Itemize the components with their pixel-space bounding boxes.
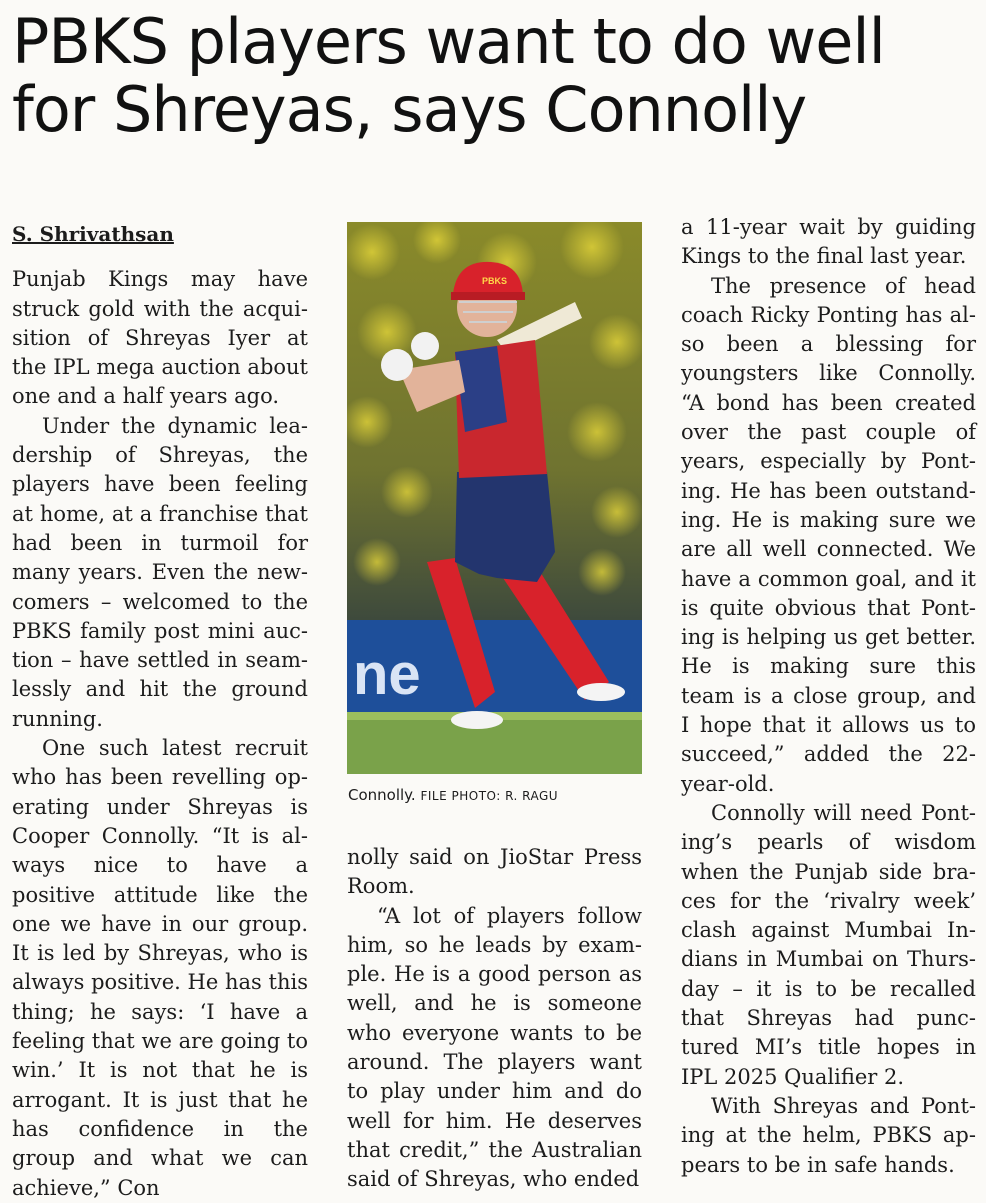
article-column-3 [681,213,976,1180]
photo-credit: FILE PHOTO: R. RAGU [420,789,559,803]
byline[interactable]: S. Shrivathsan [12,222,174,246]
article-column-1 [12,220,308,1203]
paragraph: Under the dynamic leadership of Shreyas, the players have been feeling at home, at a franchise that had been in turmoil for many years. Even the newcomers – welcomed to the PBKS family post mini auction – have settled in seamlessly and hit the ground running. [12,413,308,731]
helmet-logo: PBKS [482,276,508,286]
billboard-text: ne [353,642,421,707]
paragraph: The presence of head coach Ricky Ponting has also been a blessing for youngsters like Connolly. “A bond has been created over the past couple of years, especially by Ponting. He has been outstanding. He is making sure we are all well connected. We have a common goal, and it is quite obvious that Ponting is helping us get better. He is making sure this team is a close group, and I hope that it allows us to succeed,” added the 22-year-old. [681,273,976,796]
paragraph: Punjab Kings may have struck gold with the acquisition of Shreyas Iyer at the IPL mega auction about one and a half years ago. [12,267,308,409]
player-photo [347,222,642,774]
paragraph: With Shreyas and Ponting at the helm, PBKS appears to be in safe hands. [681,1093,976,1177]
paragraph: “A lot of players follow him, so he leads by example. He is a good person as well, and he is someone who everyone wants to be around. The players want to play under him and do well for him. He deserves that credit,” the Australian said of Shreyas, who ended [347,903,642,1192]
paragraph: a 11-year wait by guiding Kings to the final last year. [681,215,976,269]
photo-caption [348,786,642,804]
paragraph: nolly said on JioStar Press Room. [347,845,642,899]
article-column-2 [347,843,642,1195]
batsman-illustration [347,222,642,774]
paragraph: One such latest recruit who has been revelling operating under Shreyas is Cooper Connolly. “It is always nice to have a positive attitude like the one we have in our group. It is led by Shreyas, who is always positive. He has this thing; he says: ‘I have a feeling that we are going to win.’ It is not that he is arrogant. It is just that he has confidence in the group and what we can achieve,” Con [12,736,308,1200]
caption-text: Connolly. [348,786,416,804]
paragraph: Connolly will need Ponting’s pearls of wisdom when the Punjab side braces for the ‘rivalry week’ clash against Mumbai Indians in Mumbai on Thursday – it is to be recalled that Shreyas had punctured MI’s title hopes in IPL 2025 Qualifier 2. [681,800,976,1089]
headline: PBKS players want to do well for Shreyas, says Connolly [12,5,885,146]
